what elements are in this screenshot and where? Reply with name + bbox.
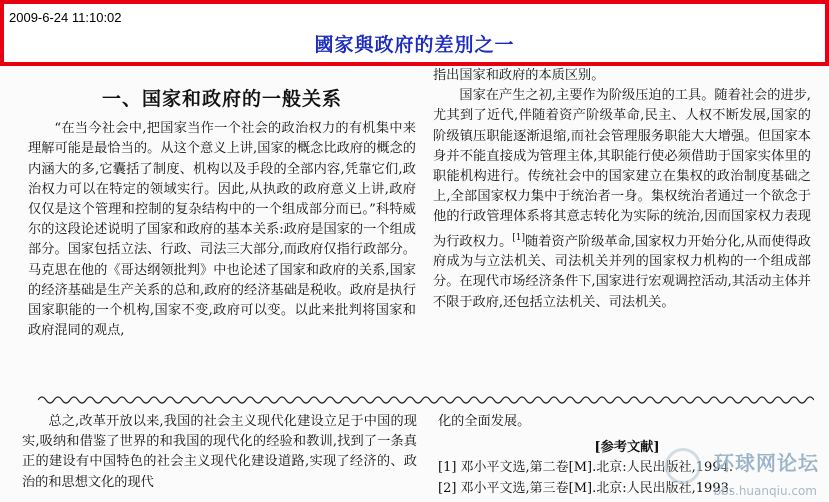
right-bottom-line: 化的全面发展。 xyxy=(438,414,531,429)
page-header xyxy=(0,0,829,66)
right-column-top xyxy=(433,66,811,313)
watermark-globe-icon xyxy=(665,448,701,484)
left-bottom-paragraph: 总之,改革开放以来,我国的社会主义现代化建设立足于中国的现实,吸纳和借鉴了世界的和我国的现代化的经验和教训,找到了一条真正的建设有中国特色的社会主义现代化建设道路,实现了经济的、政治的和思想文化的现代 xyxy=(22,414,417,490)
right-top-paragraph-a: 国家在产生之初,主要作为阶级压迫的工具。随着社会的进步,尤其到了近代,伴随着资产阶级革命,民主、人权不断发展,国家的阶级镇压职能逐渐退缩,而社会管理服务职能大大增强。但国家本身并不能直接成为管理主体,其职能行使必须借助于国家实体里的职能机构进行。传统社会中的国家建立在集权的政治制度基础之上,全部国家权力集中于统治者一身。集权统治者通过一个欲念于他的行政管理体系将其意志转化为实际的统治,因而国家权力表现为行政权力。 xyxy=(433,88,811,250)
reference-item: [1] 邓小平文选,第二卷[M].北京:人民出版社,1994. xyxy=(438,460,733,476)
right-top-line: 指出国家和政府的本质区别。 xyxy=(433,68,605,83)
watermark-logo: 环球网论坛 xyxy=(714,451,819,475)
page-title: 國家與政府的差別之一 xyxy=(314,34,515,56)
right-top-paragraph-b: 随着资产阶级革命,国家权力开始分化,从而使得政府成为与立法机关、司法机关并列的国家权力机构的一个组成部分。在现代市场经济条件下,国家进行宏观调控活动,其活动主体并不限于政府,还包括立法机关、司法机关。 xyxy=(433,234,811,310)
right-top-paragraph xyxy=(433,86,811,313)
timestamp: 2009-6-24 11:10:02 xyxy=(9,10,122,25)
footnote-marker: [1] xyxy=(512,232,526,243)
references-title: [参考文献] xyxy=(594,440,660,456)
wavy-divider xyxy=(38,394,814,406)
watermark-url: bbs.huanqiu.com xyxy=(713,484,817,498)
reference-item: [2] 邓小平文选,第三卷[M].北京:人民出版社,1993. xyxy=(438,480,733,496)
left-column-bottom xyxy=(22,412,417,493)
scanned-article xyxy=(0,66,829,502)
section-heading: 一、国家和政府的一般关系 xyxy=(101,88,342,110)
left-top-paragraph: “在当今社会中,把国家当作一个社会的政治权力的有机集中来理解可能是最恰当的。从这个意义上讲,国家的概念比政府的概念的内涵大的多,它囊括了制度、机构以及手段的全部内容,凭靠它们,政治权力可以在特定的领域实行。因此,从执政的政府意义上讲,政府仅仅是这个管理和控制的复杂结构中的一个组成部分而已。”科特威尔的这段论述说明了国家和政府的基本关系:政府是国家的一个组成部分。国家包括立法、行政、司法三大部分,而政府仅指行政部分。马克思在他的《哥达纲领批判》中也论述了国家和政府的关系,国家的经济基础是生产关系的总和,政府的经济基础是税收。政府是执行国家职能的一个机构,国家不变,政府可以变。以此来批判将国家和政府混同的观点, xyxy=(28,121,416,339)
left-column-top xyxy=(28,66,416,341)
